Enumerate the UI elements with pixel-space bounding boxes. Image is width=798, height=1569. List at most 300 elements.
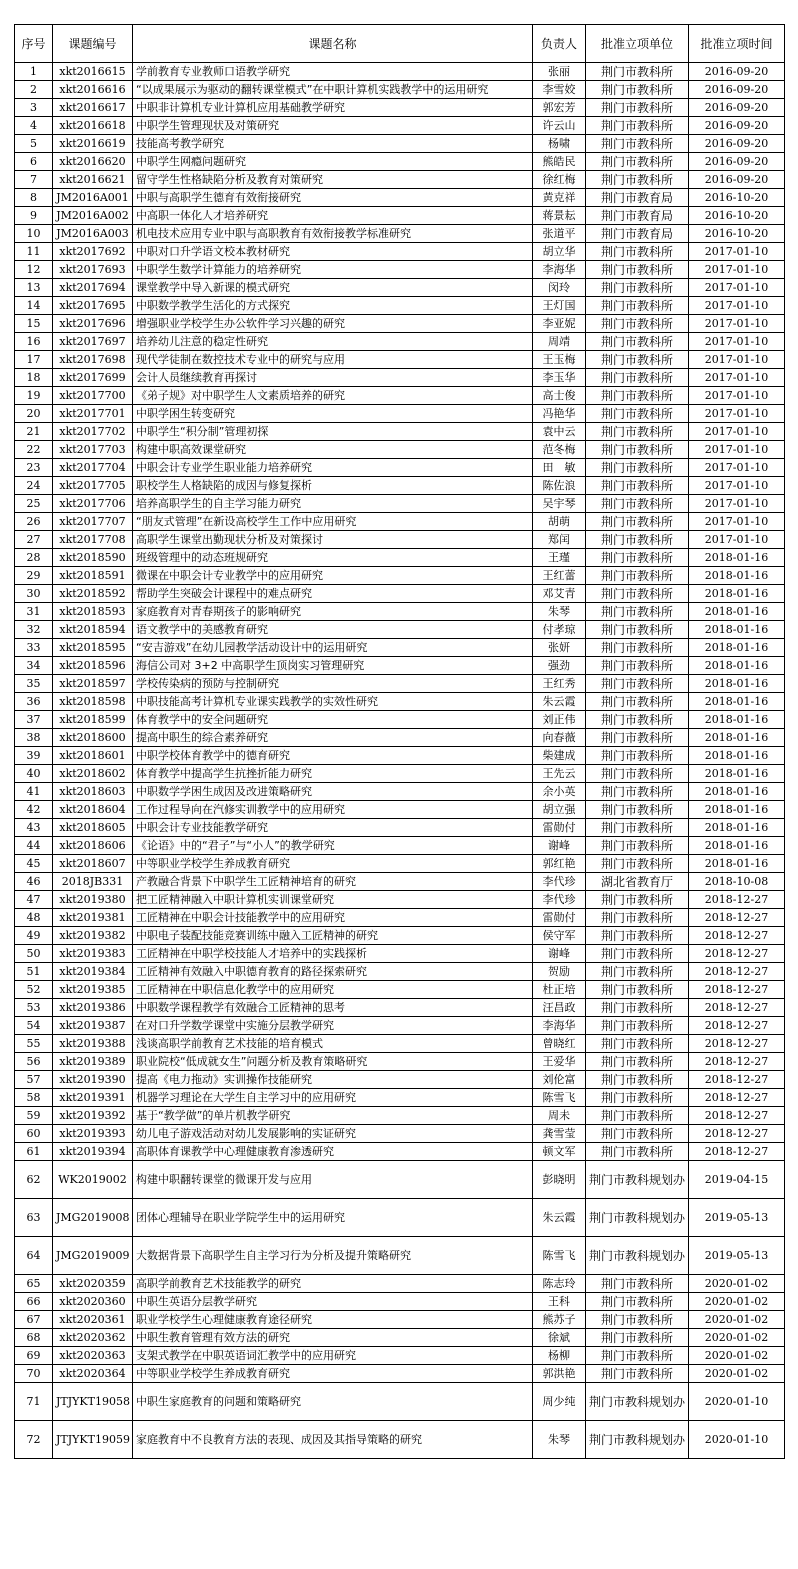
approval-unit: 荆门市教育局 xyxy=(586,189,689,207)
project-code: xkt2019394 xyxy=(53,1143,133,1161)
project-code: xkt2018600 xyxy=(53,729,133,747)
project-name: 现代学徒制在数控技术专业中的研究与应用 xyxy=(133,351,533,369)
project-name: “安吉游戏”在幼儿园教学活动设计中的运用研究 xyxy=(133,639,533,657)
project-code: xkt2017696 xyxy=(53,315,133,333)
project-leader: 杜正培 xyxy=(533,981,586,999)
project-code: xkt2020364 xyxy=(53,1365,133,1383)
approval-unit: 荆门市教科所 xyxy=(586,621,689,639)
project-name: 中职生教育管理有效方法的研究 xyxy=(133,1329,533,1347)
project-name: 《论语》中的“君子”与“小人”的教学研究 xyxy=(133,837,533,855)
project-leader: 向春薇 xyxy=(533,729,586,747)
approval-unit: 荆门市教科规划办 xyxy=(586,1199,689,1237)
row-number: 36 xyxy=(15,693,53,711)
project-code: xkt2018593 xyxy=(53,603,133,621)
approval-unit: 荆门市教科所 xyxy=(586,153,689,171)
project-leader: 吴宇琴 xyxy=(533,495,586,513)
project-code: xkt2018599 xyxy=(53,711,133,729)
project-code: xkt2019386 xyxy=(53,999,133,1017)
row-number: 21 xyxy=(15,423,53,441)
table-row xyxy=(15,1017,785,1035)
row-number: 2 xyxy=(15,81,53,99)
project-code: xkt2017703 xyxy=(53,441,133,459)
project-name: 中职技能高考计算机专业课实践教学的实效性研究 xyxy=(133,693,533,711)
project-code: xkt2017692 xyxy=(53,243,133,261)
table-row xyxy=(15,999,785,1017)
approval-unit: 荆门市教科所 xyxy=(586,459,689,477)
table-row xyxy=(15,207,785,225)
project-leader: 付孝琼 xyxy=(533,621,586,639)
row-number: 34 xyxy=(15,657,53,675)
approval-unit: 荆门市教科所 xyxy=(586,693,689,711)
row-number: 27 xyxy=(15,531,53,549)
row-number: 64 xyxy=(15,1237,53,1275)
project-name: 中职学生“积分制”管理初探 xyxy=(133,423,533,441)
table-row xyxy=(15,513,785,531)
row-number: 67 xyxy=(15,1311,53,1329)
approval-date: 2018-12-27 xyxy=(689,1071,785,1089)
project-name: 高职体育课教学中心理健康教育渗透研究 xyxy=(133,1143,533,1161)
table-row xyxy=(15,1035,785,1053)
row-number: 22 xyxy=(15,441,53,459)
approval-unit: 荆门市教科所 xyxy=(586,1293,689,1311)
approval-unit: 荆门市教科所 xyxy=(586,1311,689,1329)
project-name: 体育教学中提高学生抗挫折能力研究 xyxy=(133,765,533,783)
project-name: 职业院校“低成就女生”问题分析及教育策略研究 xyxy=(133,1053,533,1071)
approval-unit: 荆门市教科所 xyxy=(586,1143,689,1161)
project-leader: 李亚妮 xyxy=(533,315,586,333)
approval-date: 2017-01-10 xyxy=(689,441,785,459)
table-row xyxy=(15,351,785,369)
approval-unit: 荆门市教科所 xyxy=(586,423,689,441)
project-name: 在对口升学数学课堂中实施分层教学研究 xyxy=(133,1017,533,1035)
project-code: xkt2018592 xyxy=(53,585,133,603)
project-code: xkt2017699 xyxy=(53,369,133,387)
approval-date: 2019-05-13 xyxy=(689,1237,785,1275)
approval-date: 2016-09-20 xyxy=(689,153,785,171)
project-code: JM2016A002 xyxy=(53,207,133,225)
project-leader: 周靖 xyxy=(533,333,586,351)
approval-date: 2016-09-20 xyxy=(689,117,785,135)
project-code: xkt2019384 xyxy=(53,963,133,981)
project-leader: 李代珍 xyxy=(533,891,586,909)
row-number: 12 xyxy=(15,261,53,279)
table-row xyxy=(15,1365,785,1383)
project-name: 中职学生数学计算能力的培养研究 xyxy=(133,261,533,279)
project-leader: 强劲 xyxy=(533,657,586,675)
approval-unit: 荆门市教科所 xyxy=(586,171,689,189)
approval-date: 2018-01-16 xyxy=(689,657,785,675)
table-row xyxy=(15,117,785,135)
project-name: 海信公司对 3+2 中高职学生顶岗实习管理研究 xyxy=(133,657,533,675)
row-number: 51 xyxy=(15,963,53,981)
row-number: 65 xyxy=(15,1275,53,1293)
header-unit: 批准立项单位 xyxy=(586,25,689,63)
project-code: xkt2019387 xyxy=(53,1017,133,1035)
project-code: xkt2019389 xyxy=(53,1053,133,1071)
project-code: xkt2018605 xyxy=(53,819,133,837)
approval-date: 2018-01-16 xyxy=(689,621,785,639)
approval-date: 2018-12-27 xyxy=(689,909,785,927)
table-row xyxy=(15,225,785,243)
project-leader: 王科 xyxy=(533,1293,586,1311)
row-number: 19 xyxy=(15,387,53,405)
project-code: xkt2017701 xyxy=(53,405,133,423)
project-code: xkt2019383 xyxy=(53,945,133,963)
row-number: 14 xyxy=(15,297,53,315)
approval-date: 2018-01-16 xyxy=(689,603,785,621)
table-row xyxy=(15,963,785,981)
table-row xyxy=(15,945,785,963)
project-code: xkt2019393 xyxy=(53,1125,133,1143)
approval-unit: 荆门市教科所 xyxy=(586,1053,689,1071)
table-row xyxy=(15,405,785,423)
approval-unit: 荆门市教科所 xyxy=(586,1275,689,1293)
table-row xyxy=(15,1199,785,1237)
project-code: xkt2020359 xyxy=(53,1275,133,1293)
approval-unit: 荆门市教科所 xyxy=(586,1347,689,1365)
row-number: 3 xyxy=(15,99,53,117)
project-name: 中职学生网瘾问题研究 xyxy=(133,153,533,171)
project-name: 提高《电力拖动》实训操作技能研究 xyxy=(133,1071,533,1089)
project-name: 中职数学教学生活化的方式探究 xyxy=(133,297,533,315)
project-code: xkt2017700 xyxy=(53,387,133,405)
project-code: xkt2020363 xyxy=(53,1347,133,1365)
approval-unit: 荆门市教科规划办 xyxy=(586,1383,689,1421)
approval-unit: 荆门市教科所 xyxy=(586,585,689,603)
project-name: 团体心理辅导在职业学院学生中的运用研究 xyxy=(133,1199,533,1237)
approval-unit: 荆门市教科所 xyxy=(586,1365,689,1383)
project-leader: 郑闰 xyxy=(533,531,586,549)
project-code: 2018JB331 xyxy=(53,873,133,891)
project-code: xkt2017705 xyxy=(53,477,133,495)
row-number: 28 xyxy=(15,549,53,567)
project-name: 学校传染病的预防与控制研究 xyxy=(133,675,533,693)
approval-date: 2017-01-10 xyxy=(689,333,785,351)
table-row xyxy=(15,297,785,315)
approval-date: 2017-01-10 xyxy=(689,297,785,315)
table-row xyxy=(15,153,785,171)
project-code: xkt2016621 xyxy=(53,171,133,189)
project-name: 中职学校体育教学中的德育研究 xyxy=(133,747,533,765)
approval-unit: 荆门市教科所 xyxy=(586,765,689,783)
project-leader: 郭宏芳 xyxy=(533,99,586,117)
table-row xyxy=(15,495,785,513)
project-code: xkt2018607 xyxy=(53,855,133,873)
project-leader: 袁中云 xyxy=(533,423,586,441)
row-number: 25 xyxy=(15,495,53,513)
approval-unit: 荆门市教科所 xyxy=(586,441,689,459)
approval-unit: 荆门市教科所 xyxy=(586,1071,689,1089)
approval-unit: 荆门市教科所 xyxy=(586,603,689,621)
row-number: 37 xyxy=(15,711,53,729)
table-row xyxy=(15,765,785,783)
project-leader: 余小英 xyxy=(533,783,586,801)
project-leader: 郭洪艳 xyxy=(533,1365,586,1383)
approval-unit: 荆门市教科所 xyxy=(586,639,689,657)
table-row xyxy=(15,441,785,459)
row-number: 57 xyxy=(15,1071,53,1089)
table-row xyxy=(15,693,785,711)
approval-unit: 荆门市教科所 xyxy=(586,405,689,423)
approval-date: 2018-01-16 xyxy=(689,585,785,603)
project-name: 课堂教学中导入新课的模式研究 xyxy=(133,279,533,297)
project-leader: 朱琴 xyxy=(533,1421,586,1459)
project-leader: 柴建成 xyxy=(533,747,586,765)
project-leader: 徐红梅 xyxy=(533,171,586,189)
project-leader: 闵玲 xyxy=(533,279,586,297)
approval-unit: 荆门市教科所 xyxy=(586,63,689,81)
project-code: xkt2018598 xyxy=(53,693,133,711)
approval-unit: 荆门市教科所 xyxy=(586,477,689,495)
table-row xyxy=(15,135,785,153)
projects-table xyxy=(14,24,785,1459)
project-leader: 王灯国 xyxy=(533,297,586,315)
approval-date: 2018-12-27 xyxy=(689,1053,785,1071)
approval-date: 2018-01-16 xyxy=(689,837,785,855)
table-row xyxy=(15,1329,785,1347)
approval-date: 2018-01-16 xyxy=(689,729,785,747)
approval-unit: 荆门市教科所 xyxy=(586,135,689,153)
project-name: 中职学生管理现状及对策研究 xyxy=(133,117,533,135)
table-row xyxy=(15,531,785,549)
project-leader: 陈雪飞 xyxy=(533,1089,586,1107)
project-name: 把工匠精神融入中职计算机实训课堂研究 xyxy=(133,891,533,909)
row-number: 68 xyxy=(15,1329,53,1347)
approval-date: 2018-12-27 xyxy=(689,1125,785,1143)
project-leader: 谢峰 xyxy=(533,837,586,855)
approval-date: 2016-09-20 xyxy=(689,171,785,189)
row-number: 38 xyxy=(15,729,53,747)
project-name: 家庭教育中不良教育方法的表现、成因及其指导策略的研究 xyxy=(133,1421,533,1459)
project-leader: 周少纯 xyxy=(533,1383,586,1421)
approval-unit: 荆门市教科所 xyxy=(586,1329,689,1347)
approval-date: 2017-01-10 xyxy=(689,477,785,495)
project-code: xkt2017708 xyxy=(53,531,133,549)
project-leader: 刘伦富 xyxy=(533,1071,586,1089)
project-code: xkt2017694 xyxy=(53,279,133,297)
header-leader: 负责人 xyxy=(533,25,586,63)
approval-date: 2018-12-27 xyxy=(689,891,785,909)
project-name: 语文教学中的美感教育研究 xyxy=(133,621,533,639)
approval-unit: 荆门市教科所 xyxy=(586,927,689,945)
project-code: xkt2018602 xyxy=(53,765,133,783)
row-number: 47 xyxy=(15,891,53,909)
approval-unit: 荆门市教科所 xyxy=(586,1125,689,1143)
approval-unit: 荆门市教科所 xyxy=(586,315,689,333)
project-leader: 李玉华 xyxy=(533,369,586,387)
header-row xyxy=(15,25,785,63)
project-code: xkt2017697 xyxy=(53,333,133,351)
row-number: 8 xyxy=(15,189,53,207)
project-leader: 张妍 xyxy=(533,639,586,657)
row-number: 62 xyxy=(15,1161,53,1199)
approval-date: 2018-01-16 xyxy=(689,675,785,693)
approval-date: 2017-01-10 xyxy=(689,261,785,279)
approval-date: 2016-10-20 xyxy=(689,189,785,207)
project-name: 体育教学中的安全问题研究 xyxy=(133,711,533,729)
table-row xyxy=(15,81,785,99)
approval-date: 2019-05-13 xyxy=(689,1199,785,1237)
row-number: 17 xyxy=(15,351,53,369)
approval-unit: 荆门市教科所 xyxy=(586,513,689,531)
approval-date: 2017-01-10 xyxy=(689,315,785,333)
project-code: xkt2016618 xyxy=(53,117,133,135)
approval-unit: 荆门市教科所 xyxy=(586,891,689,909)
project-code: xkt2019392 xyxy=(53,1107,133,1125)
project-leader: 朱云霞 xyxy=(533,1199,586,1237)
table-row xyxy=(15,1107,785,1125)
table-row xyxy=(15,675,785,693)
header-date: 批准立项时间 xyxy=(689,25,785,63)
row-number: 16 xyxy=(15,333,53,351)
approval-unit: 荆门市教科所 xyxy=(586,243,689,261)
project-name: 中职对口升学语文校本教材研究 xyxy=(133,243,533,261)
project-code: xkt2019381 xyxy=(53,909,133,927)
project-name: 中职学困生转变研究 xyxy=(133,405,533,423)
project-leader: 张丽 xyxy=(533,63,586,81)
approval-unit: 荆门市教科所 xyxy=(586,531,689,549)
approval-date: 2019-04-15 xyxy=(689,1161,785,1199)
row-number: 50 xyxy=(15,945,53,963)
row-number: 20 xyxy=(15,405,53,423)
row-number: 13 xyxy=(15,279,53,297)
table-row xyxy=(15,1143,785,1161)
project-leader: 杨啸 xyxy=(533,135,586,153)
table-row xyxy=(15,423,785,441)
project-leader: 胡立强 xyxy=(533,801,586,819)
approval-date: 2018-12-27 xyxy=(689,999,785,1017)
approval-date: 2016-09-20 xyxy=(689,63,785,81)
project-name: 浅谈高职学前教育艺术技能的培育模式 xyxy=(133,1035,533,1053)
project-name: 产教融合背景下中职学生工匠精神培育的研究 xyxy=(133,873,533,891)
project-name: 培养高职学生的自主学习能力研究 xyxy=(133,495,533,513)
project-name: 提高中职生的综合素养研究 xyxy=(133,729,533,747)
row-number: 7 xyxy=(15,171,53,189)
row-number: 56 xyxy=(15,1053,53,1071)
approval-date: 2018-01-16 xyxy=(689,855,785,873)
approval-date: 2018-01-16 xyxy=(689,783,785,801)
approval-date: 2018-12-27 xyxy=(689,1089,785,1107)
row-number: 39 xyxy=(15,747,53,765)
project-code: xkt2018591 xyxy=(53,567,133,585)
project-leader: 徐斌 xyxy=(533,1329,586,1347)
project-leader: 杨柳 xyxy=(533,1347,586,1365)
project-code: xkt2018603 xyxy=(53,783,133,801)
project-leader: 龚雪莹 xyxy=(533,1125,586,1143)
approval-unit: 荆门市教科所 xyxy=(586,81,689,99)
project-name: 中等职业学校学生养成教育研究 xyxy=(133,1365,533,1383)
table-row xyxy=(15,1421,785,1459)
approval-unit: 荆门市教科规划办 xyxy=(586,1161,689,1199)
table-row xyxy=(15,657,785,675)
row-number: 31 xyxy=(15,603,53,621)
project-leader: 熊苏子 xyxy=(533,1311,586,1329)
table-row xyxy=(15,603,785,621)
approval-unit: 荆门市教科所 xyxy=(586,279,689,297)
row-number: 29 xyxy=(15,567,53,585)
row-number: 66 xyxy=(15,1293,53,1311)
project-code: xkt2018590 xyxy=(53,549,133,567)
project-leader: 彭晓明 xyxy=(533,1161,586,1199)
project-leader: 李海华 xyxy=(533,1017,586,1035)
approval-date: 2017-01-10 xyxy=(689,531,785,549)
project-leader: 汪昌政 xyxy=(533,999,586,1017)
table-row xyxy=(15,621,785,639)
table-row xyxy=(15,639,785,657)
table-row xyxy=(15,585,785,603)
approval-date: 2016-10-20 xyxy=(689,225,785,243)
approval-date: 2018-12-27 xyxy=(689,945,785,963)
approval-date: 2018-12-27 xyxy=(689,981,785,999)
project-leader: 王瑾 xyxy=(533,549,586,567)
approval-unit: 荆门市教科规划办 xyxy=(586,1237,689,1275)
project-name: 微课在中职会计专业教学中的应用研究 xyxy=(133,567,533,585)
project-code: xkt2017706 xyxy=(53,495,133,513)
row-number: 72 xyxy=(15,1421,53,1459)
project-leader: 陈雪飞 xyxy=(533,1237,586,1275)
table-row xyxy=(15,315,785,333)
project-name: 中职数学课程教学有效融合工匠精神的思考 xyxy=(133,999,533,1017)
project-leader: 陈佐浪 xyxy=(533,477,586,495)
project-leader: 许云山 xyxy=(533,117,586,135)
row-number: 53 xyxy=(15,999,53,1017)
row-number: 9 xyxy=(15,207,53,225)
table-row xyxy=(15,477,785,495)
project-name: 培养幼儿注意的稳定性研究 xyxy=(133,333,533,351)
project-leader: 朱琴 xyxy=(533,603,586,621)
approval-unit: 荆门市教科所 xyxy=(586,297,689,315)
approval-unit: 荆门市教科所 xyxy=(586,909,689,927)
project-code: JMG2019009 xyxy=(53,1237,133,1275)
approval-date: 2018-01-16 xyxy=(689,639,785,657)
row-number: 45 xyxy=(15,855,53,873)
approval-unit: 荆门市教科所 xyxy=(586,351,689,369)
approval-unit: 荆门市教科所 xyxy=(586,711,689,729)
table-row xyxy=(15,855,785,873)
project-leader: 李雪姣 xyxy=(533,81,586,99)
table-row xyxy=(15,711,785,729)
approval-date: 2018-01-16 xyxy=(689,765,785,783)
row-number: 35 xyxy=(15,675,53,693)
row-number: 43 xyxy=(15,819,53,837)
project-name: 高职学生课堂出勤现状分析及对策探讨 xyxy=(133,531,533,549)
project-code: xkt2019380 xyxy=(53,891,133,909)
approval-date: 2018-12-27 xyxy=(689,1143,785,1161)
table-row xyxy=(15,927,785,945)
row-number: 32 xyxy=(15,621,53,639)
row-number: 40 xyxy=(15,765,53,783)
project-leader: 朱云霞 xyxy=(533,693,586,711)
project-leader: 王红秀 xyxy=(533,675,586,693)
project-name: 支架式教学在中职英语词汇教学中的应用研究 xyxy=(133,1347,533,1365)
table-row xyxy=(15,747,785,765)
approval-unit: 荆门市教科所 xyxy=(586,981,689,999)
project-name: 班级管理中的动态班规研究 xyxy=(133,549,533,567)
approval-date: 2020-01-10 xyxy=(689,1383,785,1421)
header-code: 课题编号 xyxy=(53,25,133,63)
project-name: 构建中职翻转课堂的微课开发与应用 xyxy=(133,1161,533,1199)
approval-date: 2017-01-10 xyxy=(689,351,785,369)
project-leader: 贺励 xyxy=(533,963,586,981)
table-row xyxy=(15,1275,785,1293)
project-name: 机器学习理论在大学生自主学习中的应用研究 xyxy=(133,1089,533,1107)
row-number: 44 xyxy=(15,837,53,855)
project-code: xkt2016616 xyxy=(53,81,133,99)
project-code: xkt2017693 xyxy=(53,261,133,279)
project-name: 会计人员继续教育再探讨 xyxy=(133,369,533,387)
row-number: 5 xyxy=(15,135,53,153)
approval-date: 2018-12-27 xyxy=(689,963,785,981)
